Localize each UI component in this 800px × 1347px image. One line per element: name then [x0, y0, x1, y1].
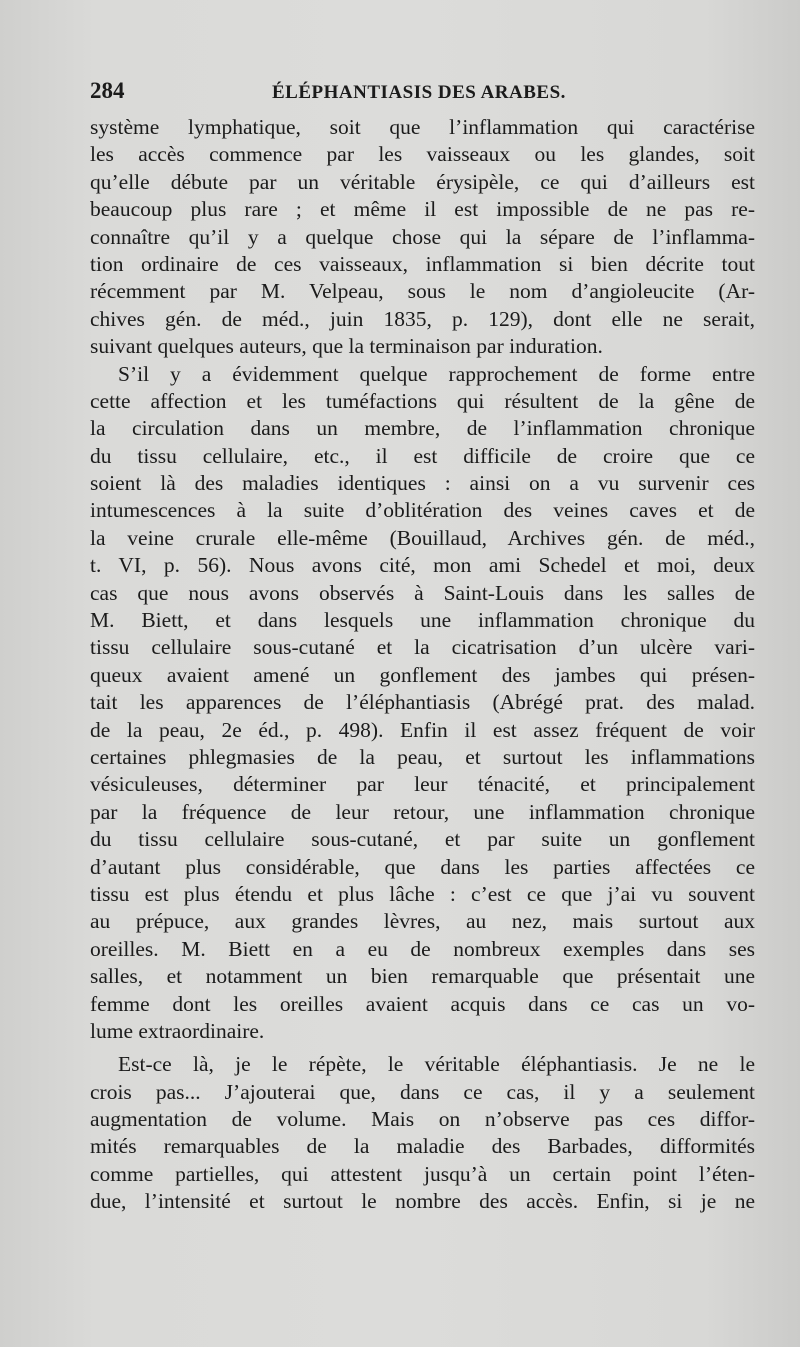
text-line: crois pas... J’ajouterai que, dans ce cas, il y a seulement: [90, 1079, 755, 1104]
text-line: certaines phlegmasies de la peau, et surtout les inflammations: [90, 744, 755, 769]
text-line: mités remarquables de la maladie des Barbades, difformités: [90, 1134, 755, 1159]
text-line: d’autant plus considérable, que dans les parties affectées ce: [90, 854, 755, 879]
text-line: au prépuce, aux grandes lèvres, au nez, mais surtout aux: [90, 909, 755, 934]
text-line: due, l’intensité et surtout le nombre des accès. Enfin, si je ne: [90, 1189, 755, 1214]
running-title: ÉLÉPHANTIASIS DES ARABES.: [272, 82, 566, 103]
text-line: M. Biett, et dans lesquels une inflammation chronique du: [90, 608, 755, 633]
text-line: cette affection et les tuméfactions qui résultent de la gêne de: [90, 388, 755, 413]
text-line: queux avaient amené un gonflement des jambes qui présen-: [90, 662, 755, 687]
paragraph: [90, 114, 755, 361]
text-line: du tissu cellulaire sous-cutané, et par suite un gonflement: [90, 827, 755, 852]
text-line: récemment par M. Velpeau, sous le nom d’angioleucite (Ar-: [90, 279, 755, 304]
page-number: 284: [90, 78, 125, 103]
text-line: augmentation de volume. Mais on n’observe pas ces diffor-: [90, 1107, 755, 1132]
paragraph: [90, 1051, 755, 1215]
body-text: [90, 114, 755, 1216]
text-line: la circulation dans un membre, de l’inflammation chronique: [90, 416, 755, 441]
text-line: par la fréquence de leur retour, une inflammation chronique: [90, 799, 755, 824]
text-line: les accès commence par les vaisseaux ou les glandes, soit: [90, 142, 755, 167]
text-line: cas que nous avons observés à Saint-Louis dans les salles de: [90, 580, 755, 605]
paragraph: [90, 361, 755, 1046]
text-line: salles, et notamment un bien remarquable que présentait une: [90, 964, 755, 989]
text-line: soient là des maladies identiques : ainsi on a vu survenir ces: [90, 471, 755, 496]
text-line: intumescences à la suite d’oblitération des veines caves et de: [90, 498, 755, 523]
text-line: suivant quelques auteurs, que la terminaison par induration.: [90, 334, 603, 359]
text-line: tissu est plus étendu et plus lâche : c’est ce que j’ai vu souvent: [90, 881, 755, 906]
text-line: femme dont les oreilles avaient acquis dans ce cas un vo-: [90, 991, 755, 1016]
text-line: comme partielles, qui attestent jusqu’à un certain point l’éten-: [90, 1161, 755, 1186]
text-line: du tissu cellulaire, etc., il est difficile de croire que ce: [90, 443, 755, 468]
text-line: S’il y a évidemment quelque rapprochement de forme entre: [118, 361, 755, 386]
text-line: connaître qu’il y a quelque chose qui la sépare de l’inflamma-: [90, 224, 755, 249]
text-line: Est-ce là, je le répète, le véritable éléphantiasis. Je ne le: [118, 1052, 755, 1077]
text-line: t. VI, p. 56). Nous avons cité, mon ami Schedel et moi, deux: [90, 553, 755, 578]
text-line: vésiculeuses, déterminer par leur ténacité, et principalement: [90, 772, 755, 797]
text-line: oreilles. M. Biett en a eu de nombreux exemples dans ses: [90, 936, 755, 961]
text-line: chives gén. de méd., juin 1835, p. 129), dont elle ne serait,: [90, 306, 755, 331]
text-line: tion ordinaire de ces vaisseaux, inflammation si bien décrite tout: [90, 251, 755, 276]
text-line: lume extraordinaire.: [90, 1018, 265, 1043]
text-line: beaucoup plus rare ; et même il est impossible de ne pas re-: [90, 197, 755, 222]
text-line: tissu cellulaire sous-cutané et la cicatrisation d’un ulcère vari-: [90, 635, 755, 660]
text-line: la veine crurale elle-même (Bouillaud, Archives gén. de méd.,: [90, 525, 755, 550]
text-line: tait les apparences de l’éléphantiasis (Abrégé prat. des malad.: [90, 690, 755, 715]
text-line: qu’elle débute par un véritable érysipèle, ce qui d’ailleurs est: [90, 169, 755, 194]
page-header: [90, 78, 755, 112]
text-line: système lymphatique, soit que l’inflammation qui caractérise: [90, 115, 755, 139]
text-line: de la peau, 2e éd., p. 498). Enfin il est assez fréquent de voir: [90, 717, 755, 742]
